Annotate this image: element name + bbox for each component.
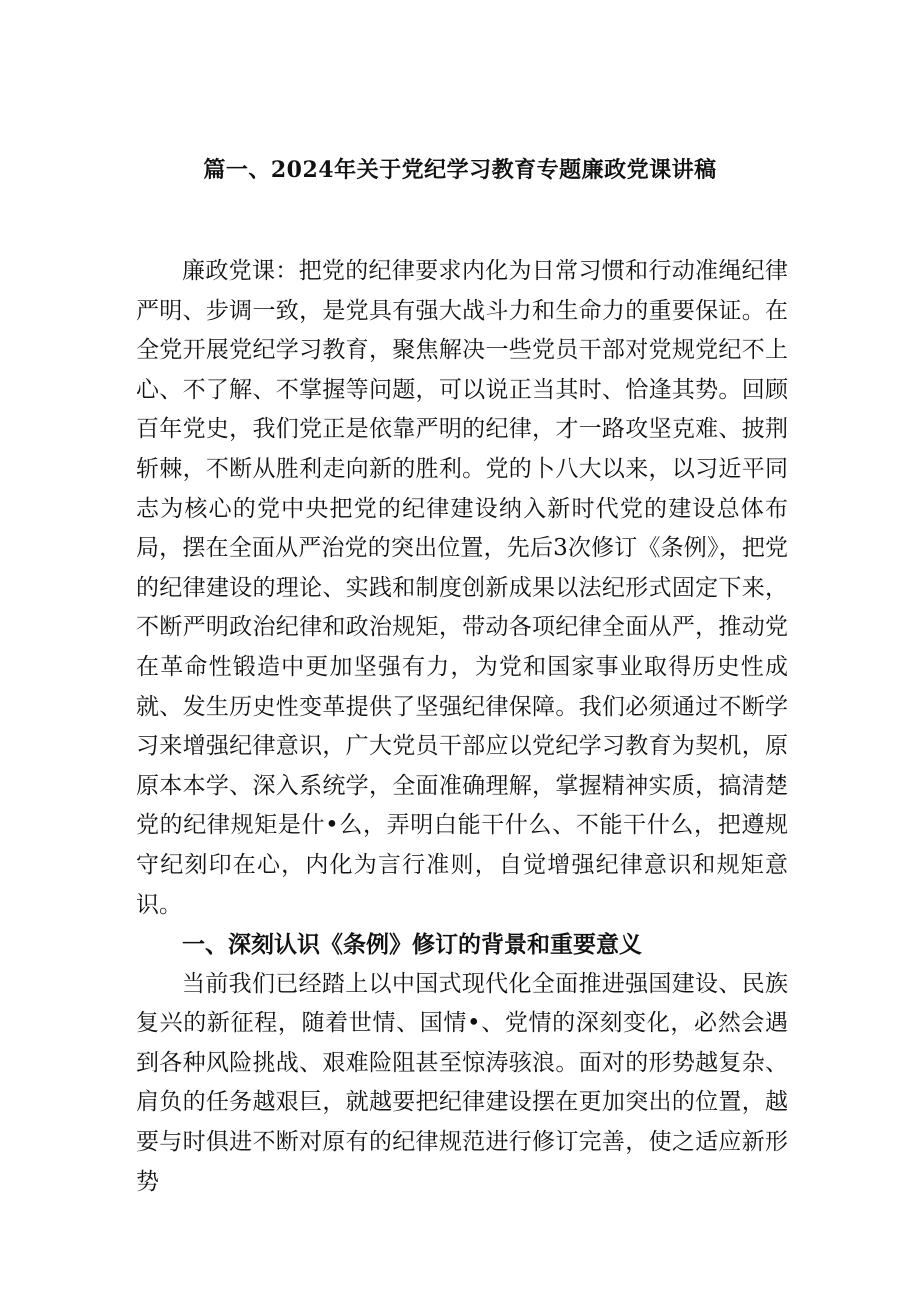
paragraph-section-1: 当前我们已经踏上以中国式现代化全面推进强国建设、民族复兴的新征程，随着世情、国情•、党情的深刻变化，必然会遇到各种风险挑战、艰难险阻甚至惊涛骇浪。面对的形势越复杂、肩负的任务越艰巨，就越要把纪律建设摆在更加突出的位置，越要与时俱进不断对原有的纪律规范进行修订完善，使之适应新形势	[136, 970, 788, 1195]
document-title: 篇一、2024年关于党纪学习教育专题廉政党课讲稿	[203, 157, 717, 183]
paragraph-intro: 廉政党课：把党的纪律要求内化为日常习惯和行动准绳纪律严明、步调一致，是党具有强大战斗力和生命力的重要保证。在全党开展党纪学习教育，聚焦解决一些党员干部对党规党纪不上心、不了解、不掌握等问题，可以说正当其时、恰逢其势。回顾百年党史，我们党正是依靠严明的纪律，才一路攻坚克难、披荆斩棘，不断从胜利走向新的胜利。党的卜八大以来，以习近平同志为核心的党中央把党的纪律建设纳入新时代党的建设总体布局，摆在全面从严治党的突出位置，先后3次修订《条例》，把党的纪律建设的理论、实践和制度创新成果以法纪形式固定下来，不断严明政治纪律和政治规矩，带动各项纪律全面从严，推动党在革命性锻造中更加坚强有力，为党和国家事业取得历史性成就、发生历史性变革提供了坚强纪律保障。我们必须通过不断学习来增强纪律意识，广大党员干部应以党纪学习教育为契机，原原本本学、深入系统学，全面准确理解，掌握精神实质，搞清楚党的纪律规矩是什•么，弄明白能干什么、不能干什么，把遵规守纪刻印在心，内化为言行准则，自觉增强纪律意识和规矩意识。	[136, 258, 788, 918]
section-heading-1: 一、深刻认识《条例》修订的背景和重要意义	[182, 931, 642, 959]
document-body	[136, 252, 788, 1202]
